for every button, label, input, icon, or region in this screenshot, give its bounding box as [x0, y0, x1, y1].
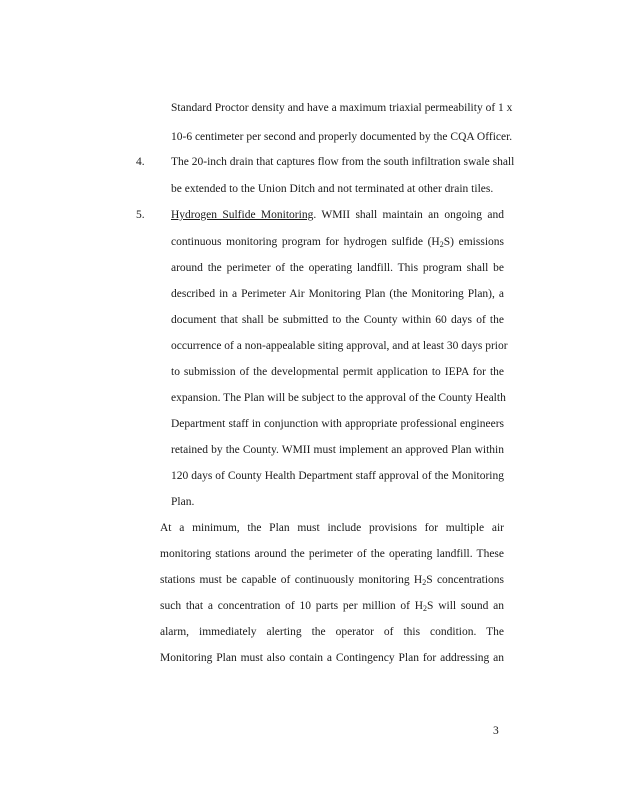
section-heading: Hydrogen Sulfide Monitoring [171, 209, 314, 221]
body-line: Plan. [171, 496, 195, 508]
body-line: 120 days of County Health Department staff approval of the Monitoring [171, 470, 504, 482]
body-line: monitoring stations around the perimeter of the operating landfill. These [160, 548, 504, 560]
body-line: alarm, immediately alerting the operator of this condition. The [160, 626, 504, 638]
text-run: S will sound an [427, 600, 504, 612]
subscript: 2 [423, 604, 428, 613]
body-line: Monitoring Plan must also contain a Contingency Plan for addressing an [160, 652, 504, 664]
heading-rest: . WMII shall maintain an ongoing and [313, 209, 504, 221]
body-line: At a minimum, the Plan must include provisions for multiple air [160, 522, 504, 534]
subscript: 2 [439, 240, 444, 249]
body-line: Standard Proctor density and have a maximum triaxial permeability of 1 x [171, 102, 513, 114]
body-line [160, 573, 504, 590]
body-line [171, 208, 504, 222]
text-run: stations must be capable of continuously monitoring H [160, 574, 423, 586]
body-line: Department staff in conjunction with appropriate professional engineers [171, 418, 504, 430]
body-line [171, 235, 504, 252]
body-line: expansion. The Plan will be subject to the approval of the County Health [171, 392, 506, 404]
body-line: around the perimeter of the operating landfill. This program shall be [171, 262, 504, 274]
text-run: S) emissions [443, 236, 504, 248]
item-number: 4. [136, 156, 145, 168]
text-run: such that a concentration of 10 parts per million of H [160, 600, 424, 612]
body-line: document that shall be submitted to the County within 60 days of the [171, 314, 504, 326]
body-line: to submission of the developmental permit application to IEPA for the [171, 366, 504, 378]
body-line: retained by the County. WMII must implement an approved Plan within [171, 444, 504, 456]
body-line [160, 599, 504, 616]
page-number: 3 [493, 725, 499, 737]
item-number: 5. [136, 209, 145, 221]
body-line: 10-6 centimeter per second and properly documented by the CQA Officer. [171, 131, 513, 143]
body-line: described in a Perimeter Air Monitoring Plan (the Monitoring Plan), a [171, 288, 504, 300]
body-line: The 20-inch drain that captures flow from the south infiltration swale shall [171, 156, 515, 168]
text-run: S concentrations [426, 574, 505, 586]
body-line: occurrence of a non-appealable siting approval, and at least 30 days prior [171, 340, 508, 352]
subscript: 2 [422, 578, 427, 587]
body-line: be extended to the Union Ditch and not terminated at other drain tiles. [171, 183, 494, 195]
text-run: continuous monitoring program for hydrogen sulfide (H [171, 236, 440, 248]
